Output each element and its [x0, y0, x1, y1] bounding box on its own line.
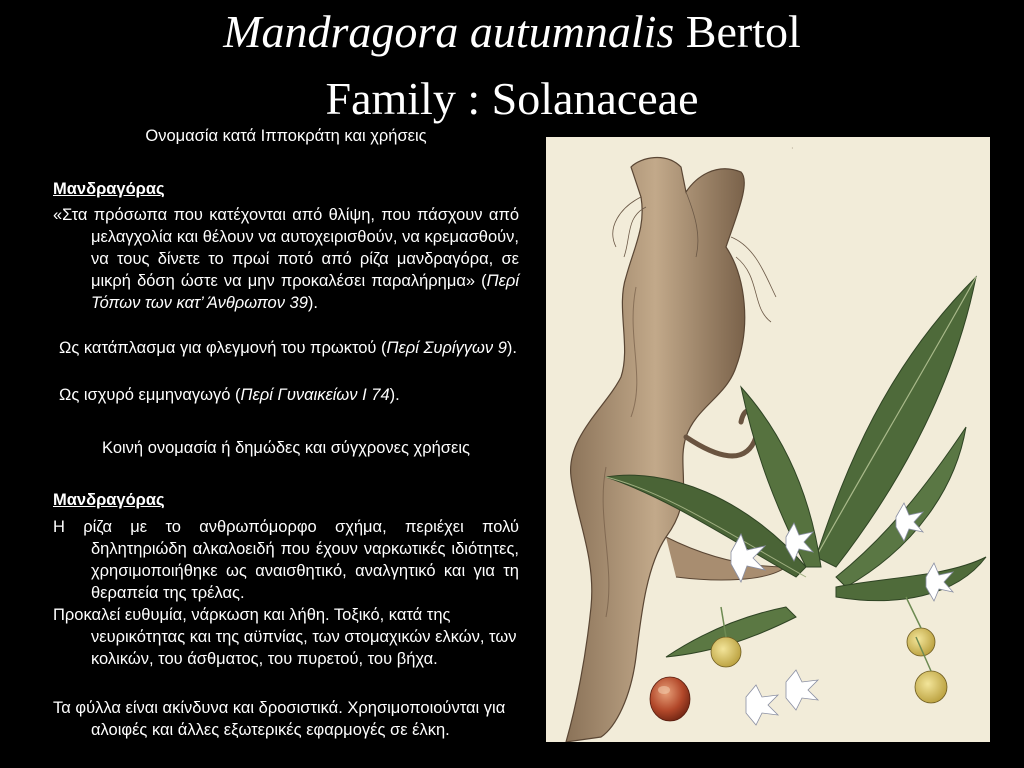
species-name: Mandragora autumnalis — [223, 6, 675, 57]
mandrake-fruit — [650, 677, 690, 721]
reference: Περί Γυναικείων Ι 74 — [240, 386, 390, 404]
mandrake-illustration — [546, 137, 990, 742]
species-author: Bertol — [674, 6, 801, 57]
section1-paragraph-1 — [53, 204, 519, 314]
slide-title-family: Family : Solanaceae — [325, 73, 699, 124]
section2-paragraph-3: Τα φύλλα είναι ακίνδυνα και δροσιστικά. Χρησιμοποιούνται για αλοιφές και άλλες εξωτερικές εφαρμογές σε έλκη. — [53, 699, 506, 739]
modern-uses-subheading: Κοινή ονομασία ή δημώδες και σύγχρονες χρήσεις — [102, 439, 470, 457]
plate-mark: · — [791, 144, 794, 153]
section2-paragraph-1: Η ρίζα με το ανθρωπόμορφο σχήμα, περιέχει πολύ δηλητηριώδη αλκαλοειδή που έχουν ναρκωτικές ιδιότητες, χρησιμοποιήθηκε ως αναισθητικό, αναλγητικό και για τη θεραπεία της τρέλας. — [53, 518, 519, 602]
para-end: ). — [506, 339, 517, 357]
para-end: ). — [307, 294, 319, 312]
para-end: ). — [389, 386, 400, 404]
section2-plant-name: Μανδραγόρας — [53, 491, 165, 509]
reference: Περί Συρίγγων 9 — [386, 339, 507, 357]
para-text: «Στα πρόσωπα που κατέχονται από θλίψη, που πάσχουν από μελαγχολία και θέλουν να αυτοχειρισθούν, να κρεμασθούν, να τους δίνετε το πρωί ποτό από ρίζα μανδραγόρα, σε μικρή δόση ώστε να μην προκαλέσει παραλήρημα» ( — [53, 206, 519, 290]
slide-title-species — [0, 6, 1024, 58]
section2-paragraph-2: Προκαλεί ευθυμία, νάρκωση και λήθη. Τοξικό, κατά της νευρικότητας και της αϋπνίας, των στομαχικών ελκών, των κολικών, του άσθματος, του πυρετού, του βήχα. — [53, 606, 517, 668]
reference: Περί Τόπων των κατ’ Άνθρωπον 39 — [91, 272, 519, 312]
para-text: Ως ισχυρό εμμηναγωγό ( — [59, 386, 241, 404]
section1-paragraph-2 — [53, 337, 519, 359]
section1-paragraph-3 — [53, 384, 519, 406]
para-text: Ως κατάπλασμα για φλεγμονή του πρωκτού ( — [59, 339, 387, 357]
section1-plant-name: Μανδραγόρας — [53, 180, 165, 198]
hippocrates-subheading: Ονομασία κατά Ιπποκράτη και χρήσεις — [145, 127, 427, 145]
